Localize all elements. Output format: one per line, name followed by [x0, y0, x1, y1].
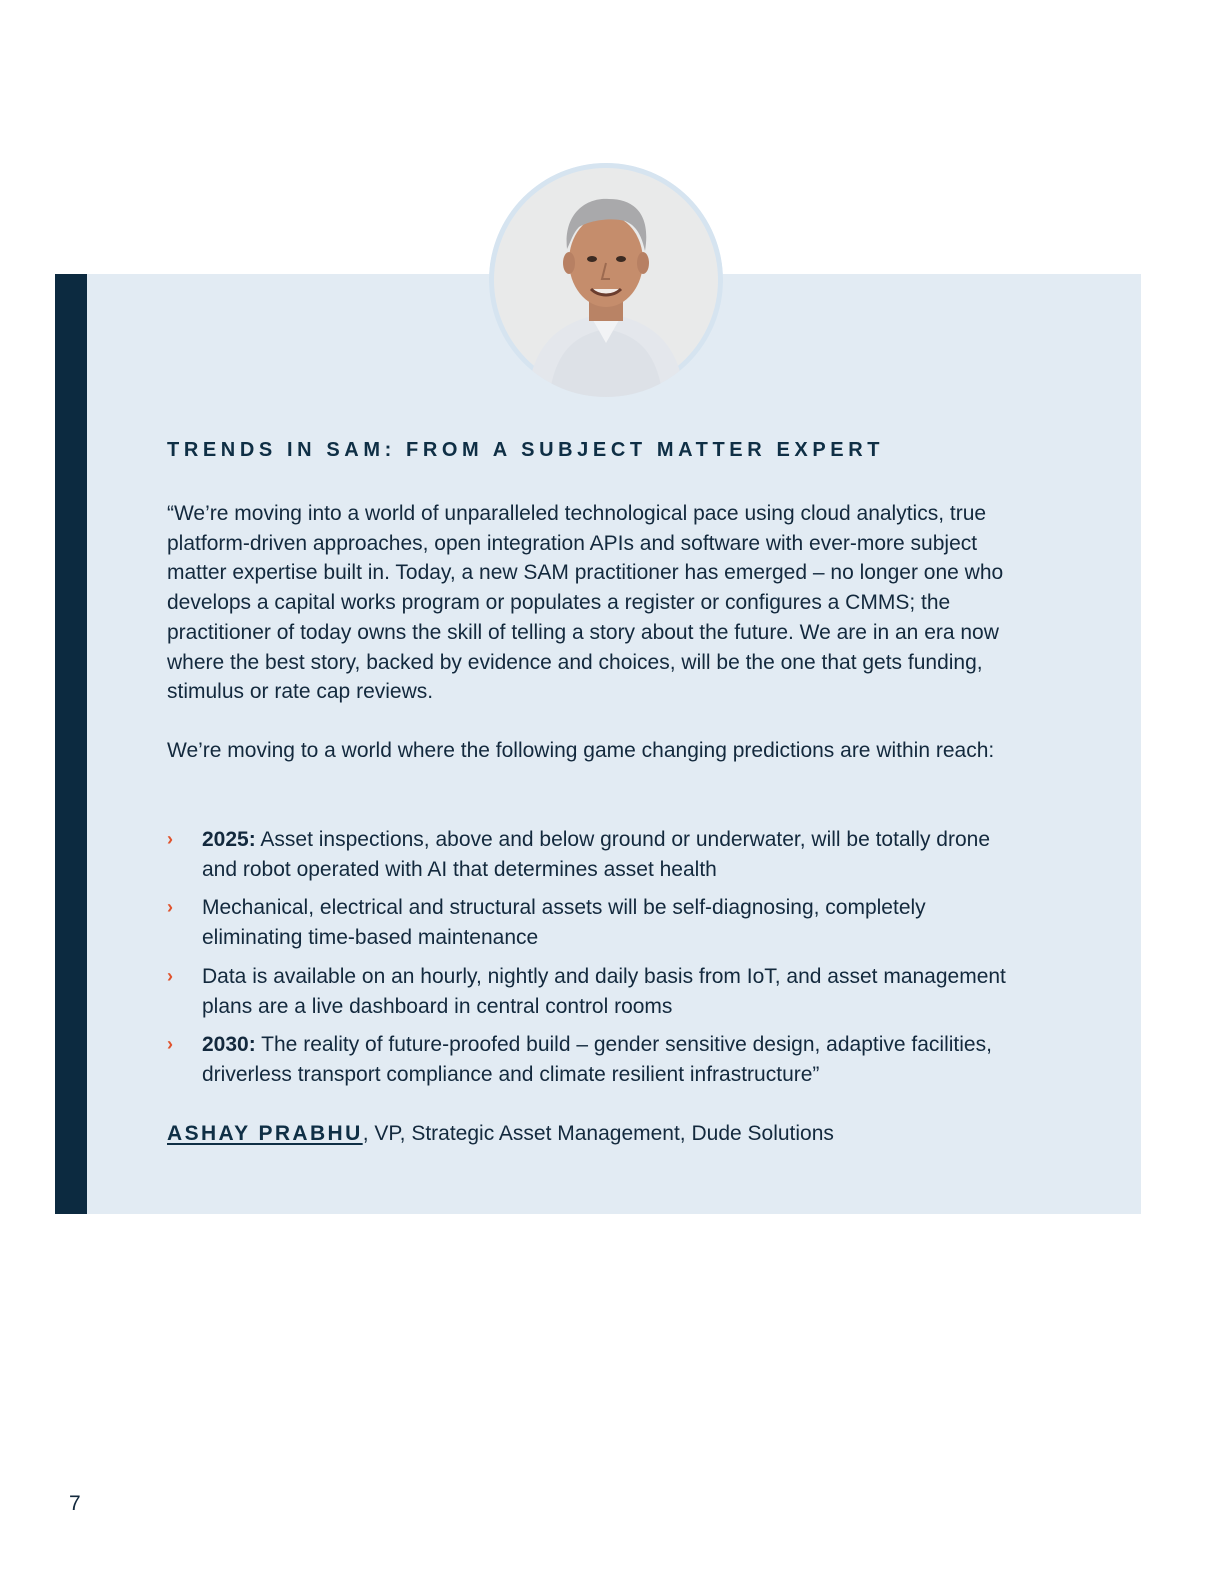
chevron-right-icon: ›: [167, 829, 173, 849]
bullet-text: The reality of future-proofed build – gender sensitive design, adaptive facilities, driverless transport compliance and climate resilient infrastructure”: [202, 1033, 992, 1086]
author-name-link[interactable]: ASHAY PRABHU: [167, 1122, 363, 1145]
chevron-right-icon: ›: [167, 1034, 173, 1055]
list-item: [167, 962, 1007, 1021]
predictions-list: [167, 825, 1007, 1099]
bullet-text: Mechanical, electrical and structural assets will be self-diagnosing, completely eliminating time-based maintenance: [202, 896, 926, 950]
quote-paragraph-1: “We’re moving into a world of unparalleled technological pace using cloud analytics, true platform-driven approaches, open integration APIs and software with ever-more subject matter expertise built in. Today, a new SAM practitioner has emerged – no longer one who develops a capital works program or populates a register or configures a CMMS; the practitioner of today owns the skill of telling a story about the future. We are in an era now where the best story, backed by evidence and choices, will be the one that gets funding, stimulus or rate cap reviews.: [167, 502, 1004, 704]
bullet-text: Data is available on an hourly, nightly and daily basis from IoT, and asset management plans are a live dashboard in central control rooms: [202, 964, 1006, 1018]
expert-portrait: [489, 163, 723, 397]
list-item: [167, 1030, 1007, 1089]
quote-paragraph-2: We’re moving to a world where the following game changing predictions are within reach:: [167, 739, 995, 762]
panel-accent-bar: [55, 274, 87, 1214]
attribution: [167, 1119, 1067, 1148]
chevron-right-icon: ›: [167, 965, 173, 986]
bullet-year: 2030:: [202, 1033, 256, 1057]
list-item: [167, 893, 1007, 952]
author-title: , VP, Strategic Asset Management, Dude Solutions: [362, 1122, 834, 1145]
bullet-text: Asset inspections, above and below ground or underwater, will be totally drone and robot operated with AI that determines asset health: [202, 828, 991, 881]
bullet-year: 2025:: [202, 828, 256, 851]
page-number: 7: [69, 1492, 81, 1515]
chevron-right-icon: ›: [167, 897, 173, 918]
list-item: [167, 825, 1007, 884]
section-heading: TRENDS IN SAM: FROM A SUBJECT MATTER EXPERT: [167, 439, 885, 461]
